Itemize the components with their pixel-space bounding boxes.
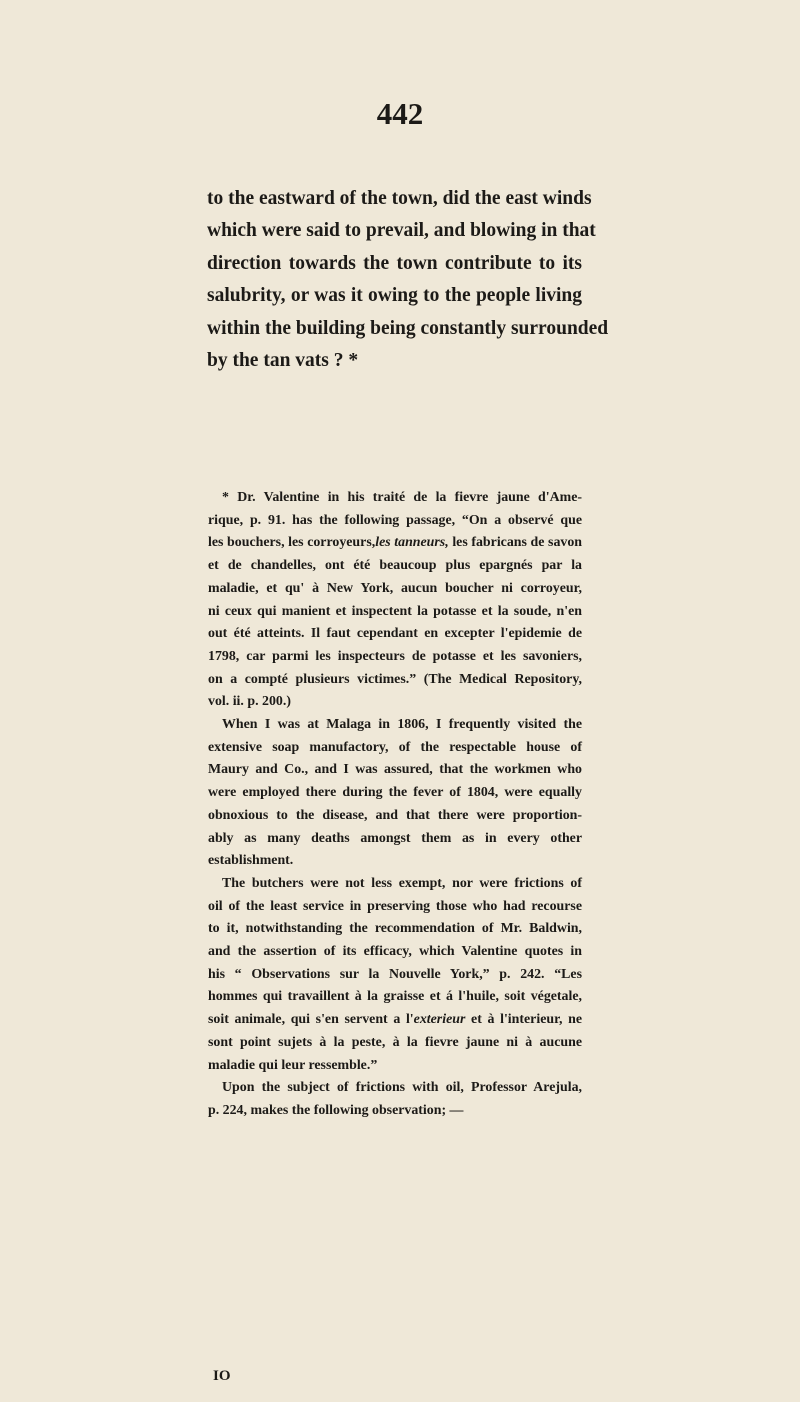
footnote-text: les bouchers, les corroyeurs,	[208, 535, 376, 551]
footnote-line: to it, notwithstanding the recommendation of Mr. Baldwin,	[208, 921, 582, 937]
footnote-line: ni ceux qui manient et inspectent la potasse et la soude, n'en	[208, 603, 582, 619]
footnote-line	[208, 532, 582, 555]
main-line: by the tan vats ? *	[207, 350, 359, 372]
footnote-line: p. 224, makes the following observation; —	[208, 1102, 464, 1118]
page-number: 442	[376, 96, 424, 131]
footnote	[208, 487, 582, 1123]
italic-text: exterieur	[413, 1012, 466, 1028]
footnote-line: Maury and Co., and I was assured, that the workmen who	[208, 762, 582, 778]
footnote-line: oil of the least service in preserving those who had recourse	[208, 898, 582, 914]
footnote-line: et de chandelles, ont été beaucoup plus epargnés par la	[208, 558, 582, 574]
main-line: to the eastward of the town, did the east winds	[207, 188, 592, 209]
footnote-text: les fabricans de savon	[448, 535, 582, 551]
footnote-line: out été atteints. Il faut cependant en excepter l'epidemie de	[208, 626, 582, 642]
footnote-line: sont point sujets à la peste, à la fievre jaune ni à aucune	[208, 1034, 582, 1050]
footnote-line: establishment.	[208, 853, 294, 869]
footnote-line: and the assertion of its efficacy, which Valentine quotes in	[208, 944, 582, 960]
footnote-line: ably as many deaths amongst them as in every other	[208, 830, 582, 846]
main-line: which were said to prevail, and blowing in that	[207, 220, 596, 242]
main-line: within the building being constantly surrounded	[207, 317, 609, 339]
main-line: direction towards the town contribute to its	[207, 252, 582, 274]
footnote-line: * Dr. Valentine in his traité de la fievre jaune d'Ame-	[222, 490, 582, 505]
footnote-text: soit animale, qui s'en servent a l'	[208, 1012, 414, 1028]
footnote-line: on a compté plusieurs victimes.” (The Medical Repository,	[208, 671, 582, 687]
footnote-line: extensive soap manufactory, of the respectable house of	[208, 739, 582, 755]
footnote-line: maladie, et qu' à New York, aucun boucher ni corroyeur,	[208, 580, 582, 596]
footnote-line: 1798, car parmi les inspecteurs de potasse et les savoniers,	[208, 648, 582, 664]
footnote-text: et à l'interieur, ne	[465, 1012, 583, 1028]
footnote-line: obnoxious to the disease, and that there were proportion-	[208, 807, 582, 823]
signature-mark: IO	[213, 1368, 231, 1384]
italic-text: les tanneurs,	[375, 535, 449, 551]
main-paragraph	[207, 183, 609, 377]
main-line: salubrity, or was it owing to the people living	[207, 285, 582, 307]
footnote-line: his “ Observations sur la Nouvelle York,” p. 242. “Les	[208, 966, 582, 982]
footnote-line: Upon the subject of frictions with oil, Professor Arejula,	[222, 1080, 582, 1096]
footnote-line: rique, p. 91. has the following passage, “On a observé que	[208, 512, 582, 528]
footnote-line: The butchers were not less exempt, nor were frictions of	[222, 875, 582, 891]
footnote-line: were employed there during the fever of 1804, were equally	[208, 785, 582, 801]
footnote-line: hommes qui travaillent à la graisse et á l'huile, soit végetale,	[208, 989, 582, 1005]
footnote-line: maladie qui leur ressemble.”	[208, 1057, 378, 1073]
footnote-line: vol. ii. p. 200.)	[208, 694, 291, 710]
footnote-line	[208, 1009, 582, 1032]
footnote-line: When I was at Malaga in 1806, I frequently visited the	[222, 717, 582, 733]
